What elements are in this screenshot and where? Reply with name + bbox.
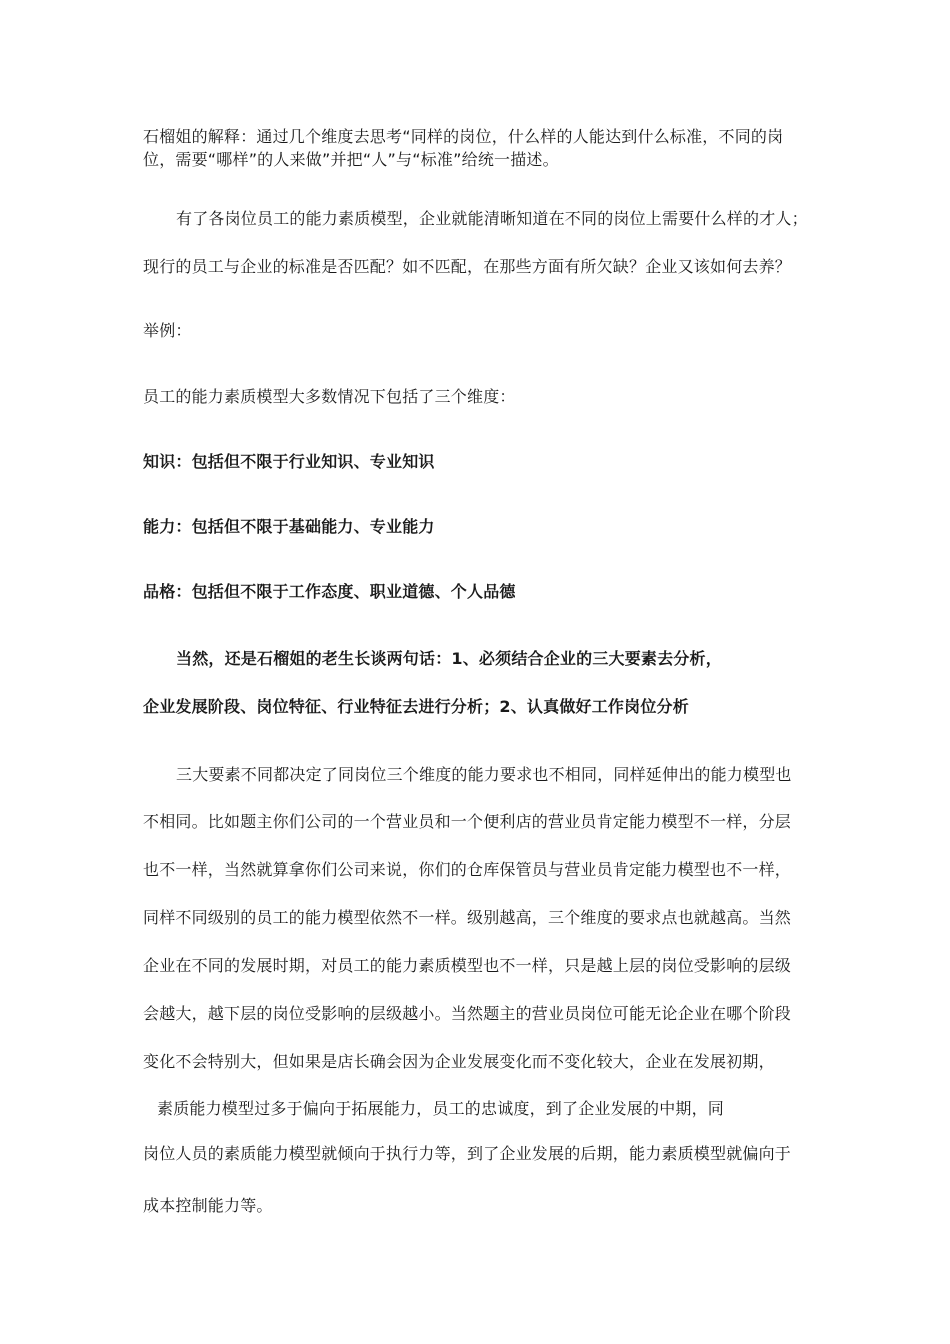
paragraph-line: 员工的能力素质模型大多数情况下包括了三个维度： [143,387,516,406]
emphasis-line: 当然，还是石榴姐的老生长谈两句话：1、必须结合企业的三大要素去分析， [176,649,722,668]
emphasis-line: 企业发展阶段、岗位特征、行业特征去进行分析；2、认真做好工作岗位分析 [143,697,689,716]
paragraph-line: 企业在不同的发展时期，对员工的能力素质模型也不一样，只是越上层的岗位受影响的层级 [143,956,792,975]
paragraph-line: 素质能力模型过多于偏向于拓展能力，员工的忠诚度，到了企业发展的中期，同 [157,1099,725,1118]
paragraph-line: 变化不会特别大，但如果是店长确会因为企业发展变化而不变化较大，企业在发展初期， [143,1052,775,1071]
paragraph-line: 有了各岗位员工的能力素质模型，企业就能清晰知道在不同的岗位上需要什么样的才人； [176,209,808,228]
dimension-character: 品格：包括但不限于工作态度、职业道德、个人品德 [143,582,516,601]
paragraph-line: 位，需要“哪样”的人来做”并把“人”与“标准”给统一描述。 [143,150,559,169]
paragraph-line: 会越大，越下层的岗位受影响的层级越小。当然题主的营业员岗位可能无论企业在哪个阶段 [143,1004,792,1023]
paragraph-line: 同样不同级别的员工的能力模型依然不一样。级别越高，三个维度的要求点也就越高。当然 [143,908,792,927]
paragraph-line: 不相同。比如题主你们公司的一个营业员和一个便利店的营业员肯定能力模型不一样，分层 [143,812,792,831]
dimension-ability: 能力：包括但不限于基础能力、专业能力 [143,517,435,536]
paragraph-line: 岗位人员的素质能力模型就倾向于执行力等，到了企业发展的后期，能力素质模型就偏向于 [143,1144,792,1163]
paragraph-line: 石榴姐的解释：通过几个维度去思考“同样的岗位，什么样的人能达到什么标准，不同的岗 [143,127,784,146]
dimension-knowledge: 知识：包括但不限于行业知识、专业知识 [143,452,435,471]
paragraph-line: 也不一样，当然就算拿你们公司来说，你们的仓库保管员与营业员肯定能力模型也不一样， [143,860,792,879]
paragraph-line: 现行的员工与企业的标准是否匹配？如不匹配，在那些方面有所欠缺？企业又该如何去养？ [143,257,792,276]
paragraph-line: 三大要素不同都决定了同岗位三个维度的能力要求也不相同，同样延伸出的能力模型也 [176,765,792,784]
example-label: 举例： [143,321,192,340]
paragraph-line: 成本控制能力等。 [143,1196,273,1215]
